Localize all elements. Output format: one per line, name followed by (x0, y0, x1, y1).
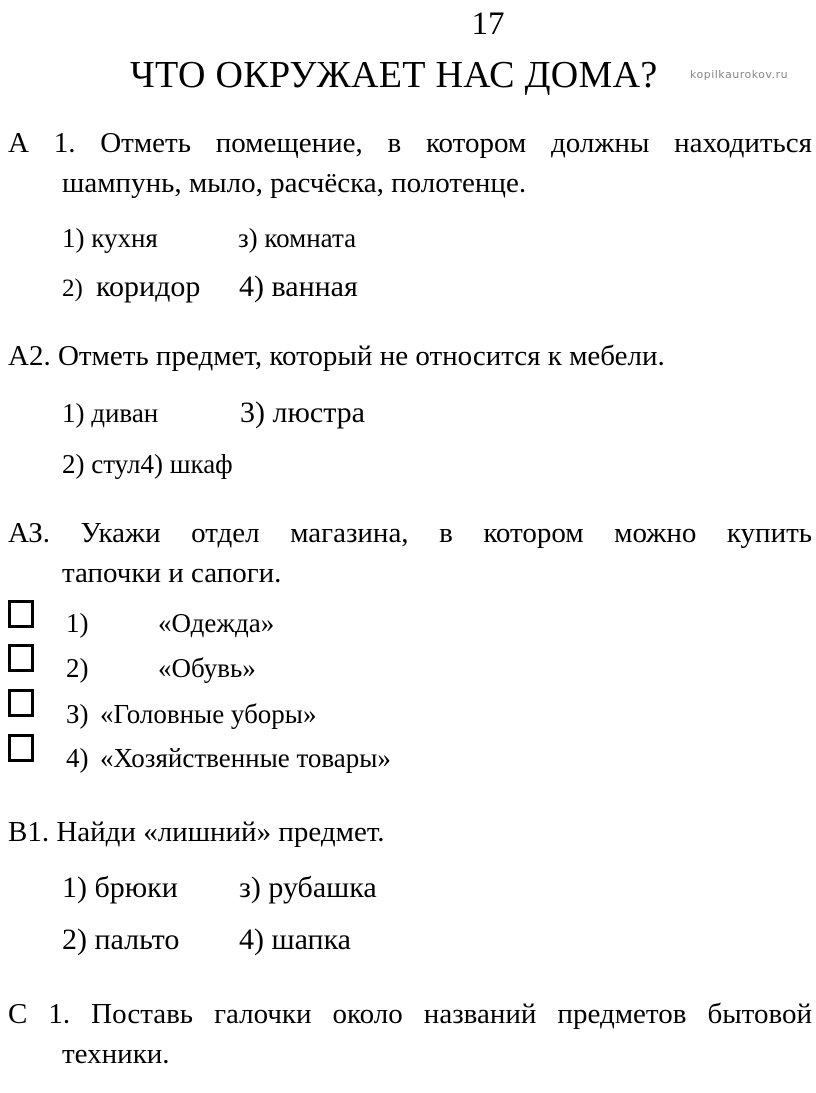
page-number: 17 (471, 6, 505, 42)
question-c1-line2: техники. (62, 1038, 170, 1070)
a3-option-2-text: «Обувь» (158, 653, 256, 683)
a1-option-2-text: коридор (96, 270, 201, 303)
watermark: kopilkaurokov.ru (690, 68, 789, 81)
a3-option-1-text: «Одежда» (158, 608, 275, 638)
a1-option-2-number: 2) (62, 275, 83, 302)
a2-option-1: 1) диван (62, 398, 159, 428)
a3-option-2-number: 2) (66, 653, 89, 683)
a3-option-1-number: 1) (66, 608, 89, 638)
a1-option-3: з) комната (238, 223, 357, 253)
b1-option-1: 1) брюки (62, 871, 178, 904)
question-a1-line2: шампунь, мыло, расчёска, полотенце. (62, 167, 527, 199)
a2-option-2-4: 2) стул4) шкаф (62, 449, 233, 479)
a3-checkbox-3[interactable] (8, 689, 34, 717)
question-a2: А2. Отметь предмет, который не относится к мебели. (8, 340, 665, 372)
b1-option-4: 4) шапка (239, 923, 352, 956)
a3-option-4-number: 4) (66, 743, 89, 773)
a2-option-3: 3) люстра (240, 396, 365, 429)
page-title: ЧТО ОКРУЖАЕТ НАС ДОМА? (130, 54, 658, 96)
a3-option-3-number: З) (66, 699, 89, 729)
question-b1: В1. Найди «лишний» предмет. (8, 816, 385, 848)
a3-checkbox-1[interactable] (8, 600, 34, 628)
question-a3-line1: АЗ. Укажи отдел магазина, в котором можно купить (8, 517, 812, 549)
a1-option-1: 1) кухня (62, 223, 158, 253)
question-a3-line2: тапочки и сапоги. (62, 557, 282, 589)
a1-option-4: 4) ванная (239, 270, 358, 303)
a3-option-4-text: «Хозяйственные товары» (100, 743, 391, 773)
question-c1-line1: С 1. Поставь галочки около названий предметов бытовой (8, 998, 812, 1030)
b1-option-3: з) рубашка (239, 871, 377, 904)
a3-checkbox-2[interactable] (8, 644, 34, 672)
a3-option-3-text: «Головные уборы» (100, 699, 317, 729)
b1-option-2: 2) пальто (62, 923, 180, 956)
question-a1-line1: А 1. Отметь помещение, в котором должны находиться (8, 127, 812, 159)
a3-checkbox-4[interactable] (8, 734, 34, 762)
